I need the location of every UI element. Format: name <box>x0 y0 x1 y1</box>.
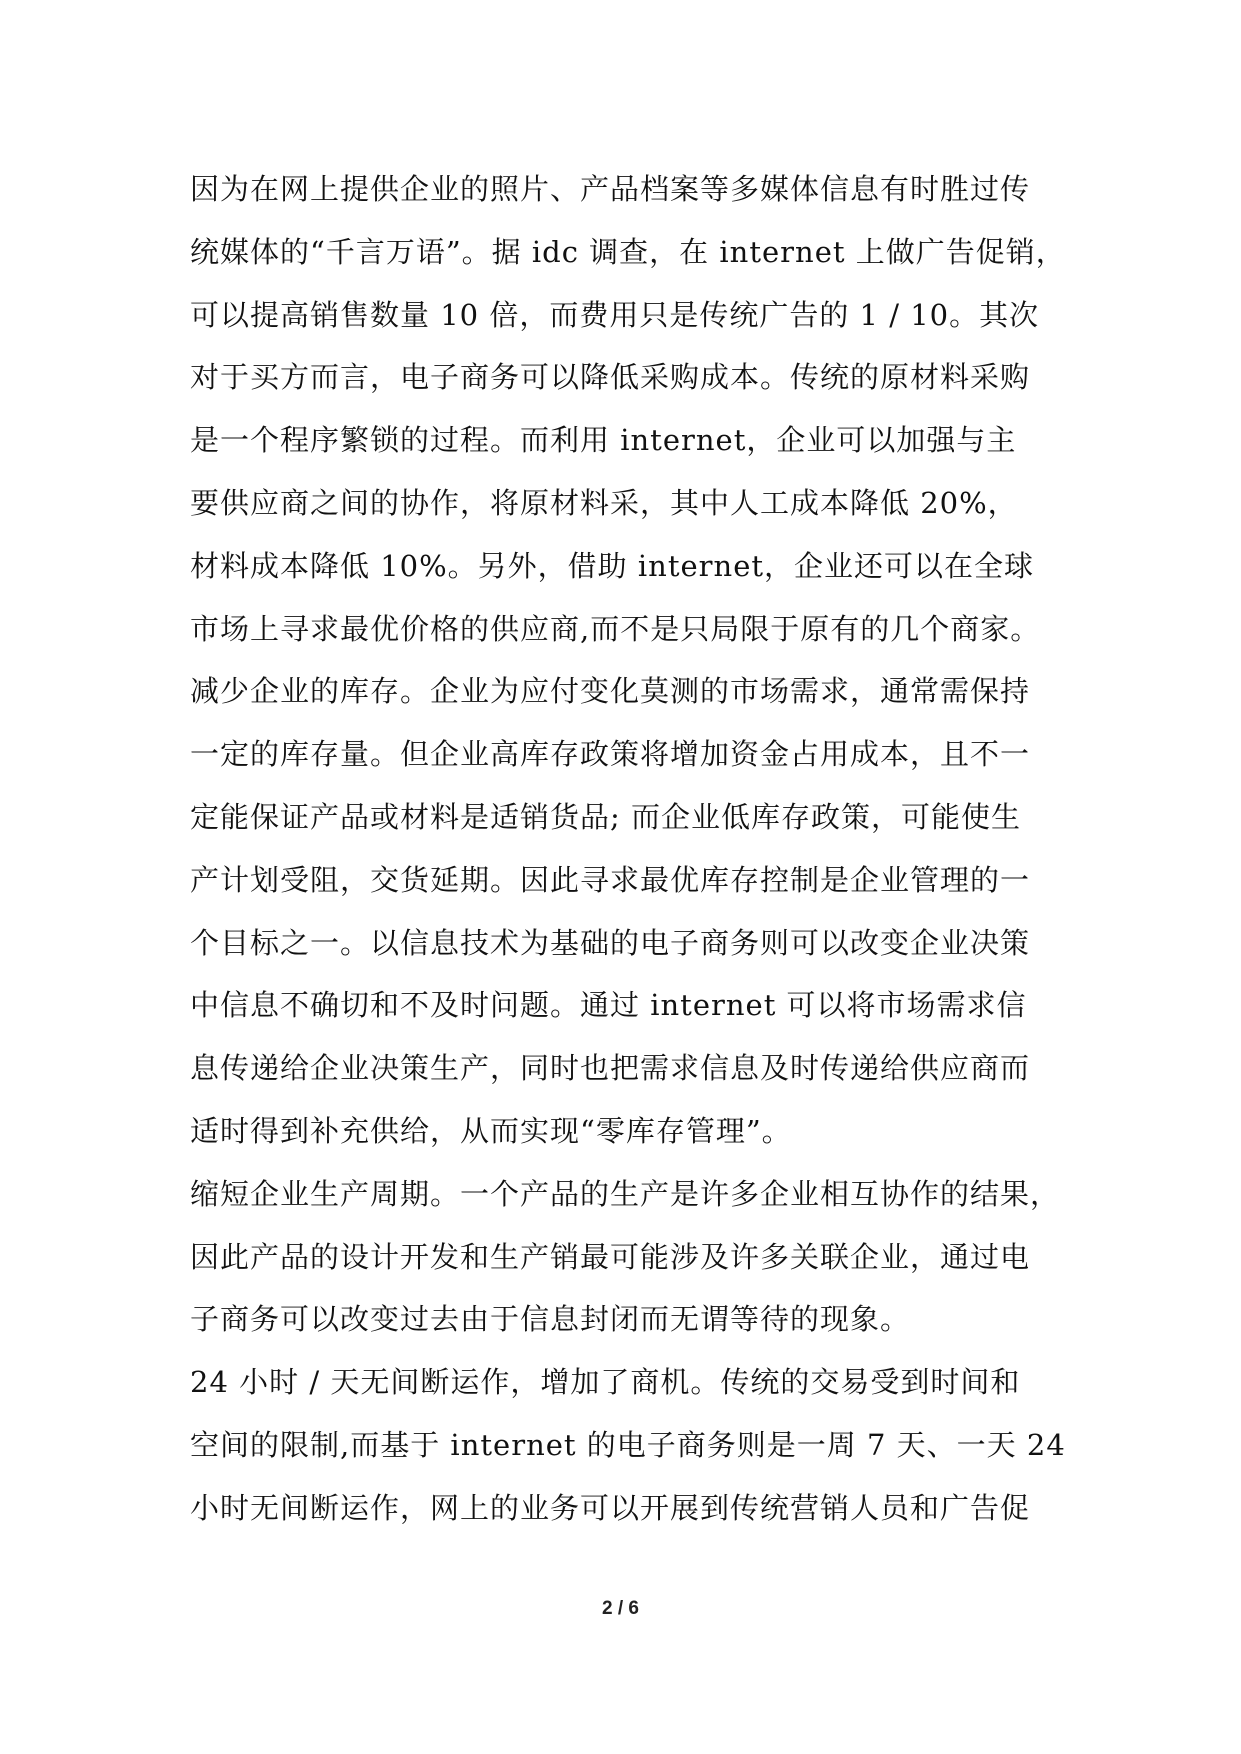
text-line: 个目标之一。以信息技术为基础的电子商务则可以改变企业决策 <box>190 925 1031 960</box>
text-line: 减少企业的库存。企业为应付变化莫测的市场需求，通常需保持 <box>190 674 1031 709</box>
text-line: 对于买方而言，电子商务可以降低采购成本。传统的原材料采购 <box>190 360 1031 395</box>
text-line: 因为在网上提供企业的照片、产品档案等多媒体信息有时胜过传 <box>190 172 1031 206</box>
text-line: 一定的库存量。但企业高库存政策将增加资金占用成本，且不一 <box>190 737 1031 772</box>
text-line: 定能保证产品或材料是适销货品; 而企业低库存政策，可能使生 <box>190 799 1021 834</box>
text-line: 市场上寻求最优价格的供应商,而不是只局限于原有的几个商家。 <box>190 611 1041 646</box>
text-line: 可以提高销售数量 10 倍，而费用只是传统广告的 1 / 10。其次 <box>190 297 1040 332</box>
text-line: 中信息不确切和不及时问题。通过 internet 可以将市场需求信 <box>190 988 1027 1023</box>
body-text <box>190 158 1090 1540</box>
text-line: 息传递给企业决策生产，同时也把需求信息及时传递给供应商而 <box>190 1051 1031 1086</box>
page-number: 2 / 6 <box>602 1598 639 1619</box>
text-line: 产计划受阻，交货延期。因此寻求最优库存控制是企业管理的一 <box>190 862 1031 897</box>
text-line: 24 小时 / 天无间断运作，增加了商机。传统的交易受到时间和 <box>190 1365 1021 1400</box>
text-line: 空间的限制,而基于 internet 的电子商务则是一周 7 天、一天 24 <box>190 1427 1066 1462</box>
text-line: 材料成本降低 10%。另外，借助 internet，企业还可以在全球 <box>190 548 1035 583</box>
text-line: 因此产品的设计开发和生产销最可能涉及许多关联企业，通过电 <box>190 1239 1031 1274</box>
text-line: 适时得到补充供给，从而实现“零库存管理”。 <box>190 1113 792 1148</box>
text-line: 缩短企业生产周期。一个产品的生产是许多企业相互协作的结果， <box>190 1176 1061 1211</box>
text-line: 统媒体的“千言万语”。据 idc 调查，在 internet 上做广告促销， <box>190 234 1066 269</box>
text-line: 是一个程序繁锁的过程。而利用 internet，企业可以加强与主 <box>190 423 1017 458</box>
text-line: 要供应商之间的协作，将原材料采，其中人工成本降低 20%， <box>190 485 1018 520</box>
text-line: 子商务可以改变过去由于信息封闭而无谓等待的现象。 <box>190 1302 911 1337</box>
text-line: 小时无间断运作，网上的业务可以开展到传统营销人员和广告促 <box>190 1490 1031 1525</box>
